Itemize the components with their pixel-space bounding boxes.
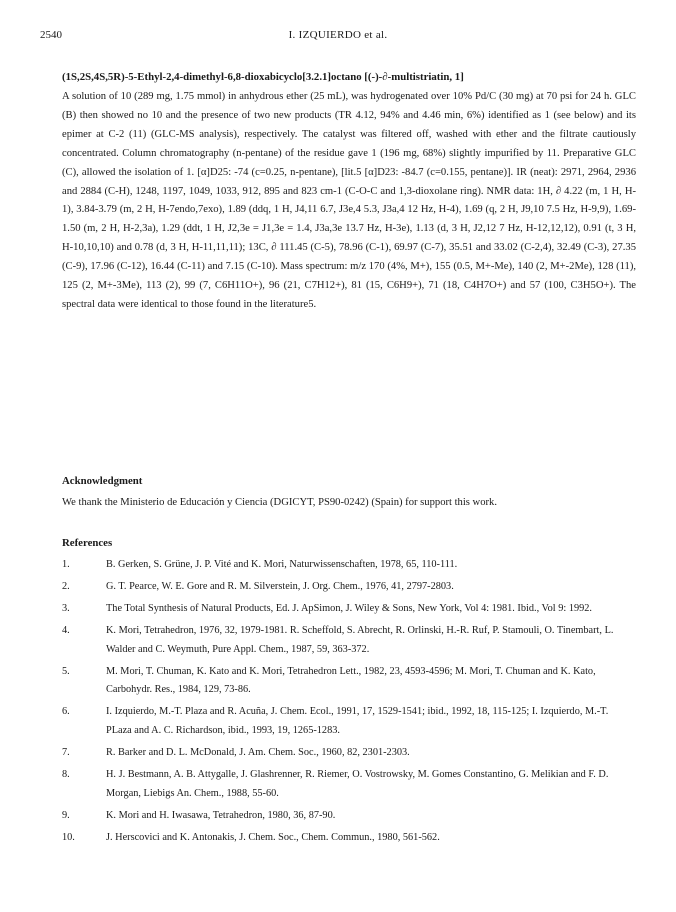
- reference-number: 1.: [62, 559, 70, 570]
- reference-item: [62, 578, 636, 597]
- page-header: [40, 29, 636, 45]
- reference-item: [62, 703, 636, 741]
- reference-text: K. Mori, Tetrahedron, 1976, 32, 1979-1981. R. Scheffold, S. Abrecht, R. Orlinski, H.-R. Ruf, P. Stamouli, O. Tinembart, L. Walder and C. Weymuth, Pure Appl. Chem., 1987, 59, 363-372.: [106, 624, 614, 655]
- reference-number: 3.: [62, 602, 70, 614]
- reference-text: I. Izquierdo, M.-T. Plaza and R. Acuña, J. Chem. Ecol., 1991, 17, 1529-1541; ibid., 1992, 18, 115-125; I. Izquierdo, M.-T. PLaza and A. C. Richardson, ibid., 1993, 19, 1265-1283.: [106, 706, 609, 737]
- reference-item: [62, 766, 636, 804]
- compound-title: (1S,2S,4S,5R)-5-Ethyl-2,4-dimethyl-6,8-dioxabicyclo[3.2.1]octano [(-)-∂-multistriatin, 1]: [62, 71, 464, 83]
- reference-item: [62, 663, 636, 701]
- reference-item: [62, 556, 636, 575]
- page-number: 2540: [40, 29, 62, 41]
- reference-number: 7.: [62, 747, 70, 759]
- reference-item: [62, 622, 636, 660]
- reference-number: 8.: [62, 769, 70, 781]
- procedure-paragraph: A solution of 10 (289 mg, 1.75 mmol) in anhydrous ether (25 mL), was hydrogenated over 10% Pd/C (30 mg) at 70 psi for 24 h. GLC (B) then showed no 10 and the presence of two new products (TR 4.12, 94% and 4.46 min, 6%) identified as 1 (see below) and its epimer at C-2 (11) (GLC-MS analysis), respectively. The catalyst was filtered off, washed with ether and the filtrate cautiously concentrated. Column chromatography (n-pentane) of the residue gave 1 (196 mg, 68%) slightly impurified by 11. Preparative GLC (C), allowed the isolation of 1. [α]D25: -74 (c=0.25, n-pentane), [lit.5 [α]D23: -84.7 (c=0.155, pentane)]. IR (neat): 2971, 2964, 2936 and 2884 (C-H), 1248, 1197, 1049, 1033, 912, 895 and 823 cm-1 (C-O-C and 1,3-dioxolane ring). NMR data: 1H, ∂ 4.22 (m, 1 H, H-1), 3.84-3.79 (m, 2 H, H-7endo,7exo), 1.89 (ddq, 1 H, J4,11 6.7, J3e,4 5.3, J3a,4 12 Hz, H-4), 1.69 (q, 2 H, J9,10 7.5 Hz, H-9,9), 1.69-1.50 (m, 2 H, H-2,3a), 1.29 (ddt, 1 H, J2,3e = J1,3e = 1.4, J3a,3e 13.7 Hz, H-3e), 1.13 (d, 3 H, J2,12 7 Hz, H-12,12,12), 0.91 (t, 3 H, H-10,10,10) and 0.78 (d, 3 H, H-11,11,11); 13C, ∂ 111.45 (C-5), 78.96 (C-1), 69.97 (C-7), 35.51 and 33.02 (C-2,4), 32.49 (C-3), 27.35 (C-9), 17.96 (C-12), 16.44 (C-11) and 7.15 (C-10). Mass spectrum: m/z 170 (4%, M+), 155 (0.5, M+-Me), 140 (2, M+-2Me), 128 (11), 125 (2, M+-3Me), 113 (2), 99 (7, C6H11O+), 96 (21, C7H12+), 81 (15, C6H9+), 71 (18, C4H7O+) and 57 (100, C3H5O+). The spectral data were identical to those found in the literature5.: [62, 91, 636, 310]
- reference-number: 9.: [62, 809, 70, 821]
- reference-text: J. Herscovici and K. Antonakis, J. Chem. Soc., Chem. Commun., 1980, 561-562.: [106, 831, 440, 843]
- reference-number: 4.: [62, 624, 70, 636]
- running-head: I. IZQUIERDO et al.: [288, 29, 388, 41]
- reference-number: 2.: [62, 580, 70, 592]
- reference-number: 6.: [62, 706, 70, 718]
- acknowledgment-text: We thank the Ministerio de Educación y Ciencia (DGICYT, PS90-0242) (Spain) for support this work.: [62, 497, 497, 508]
- reference-text: H. J. Bestmann, A. B. Attygalle, J. Glashrenner, R. Riemer, O. Vostrowsky, M. Gomes Constantino, G. Melikian and F. D. Morgan, Liebigs An. Chem., 1988, 55-60.: [106, 769, 609, 799]
- reference-text: B. Gerken, S. Grüne, J. P. Vité and K. Mori, Naturwissenschaften, 1978, 65, 110-111.: [106, 559, 458, 570]
- reference-text: G. T. Pearce, W. E. Gore and R. M. Silverstein, J. Org. Chem., 1976, 41, 2797-2803.: [106, 580, 454, 592]
- reference-item: [62, 600, 636, 619]
- reference-item: [62, 744, 636, 763]
- references-heading: References: [62, 537, 113, 549]
- reference-text: R. Barker and D. L. McDonald, J. Am. Chem. Soc., 1960, 82, 2301-2303.: [106, 747, 410, 759]
- references-list: [62, 556, 636, 848]
- reference-text: The Total Synthesis of Natural Products, Ed. J. ApSimon, J. Wiley & Sons, New York, Vol 4: 1981. Ibid., Vol 9: 1992.: [106, 602, 592, 614]
- acknowledgment-heading: Acknowledgment: [62, 475, 143, 487]
- reference-text: M. Mori, T. Chuman, K. Kato and K. Mori, Tetrahedron Lett., 1982, 23, 4593-4596; M. Mori, T. Chuman and K. Kato, Carbohydr. Res., 1984, 129, 73-86.: [106, 665, 596, 696]
- reference-item: [62, 807, 636, 826]
- reference-number: 5.: [62, 665, 70, 677]
- reference-item: [62, 829, 636, 848]
- reference-number: 10.: [62, 831, 75, 843]
- reference-text: K. Mori and H. Iwasawa, Tetrahedron, 1980, 36, 87-90.: [106, 809, 336, 821]
